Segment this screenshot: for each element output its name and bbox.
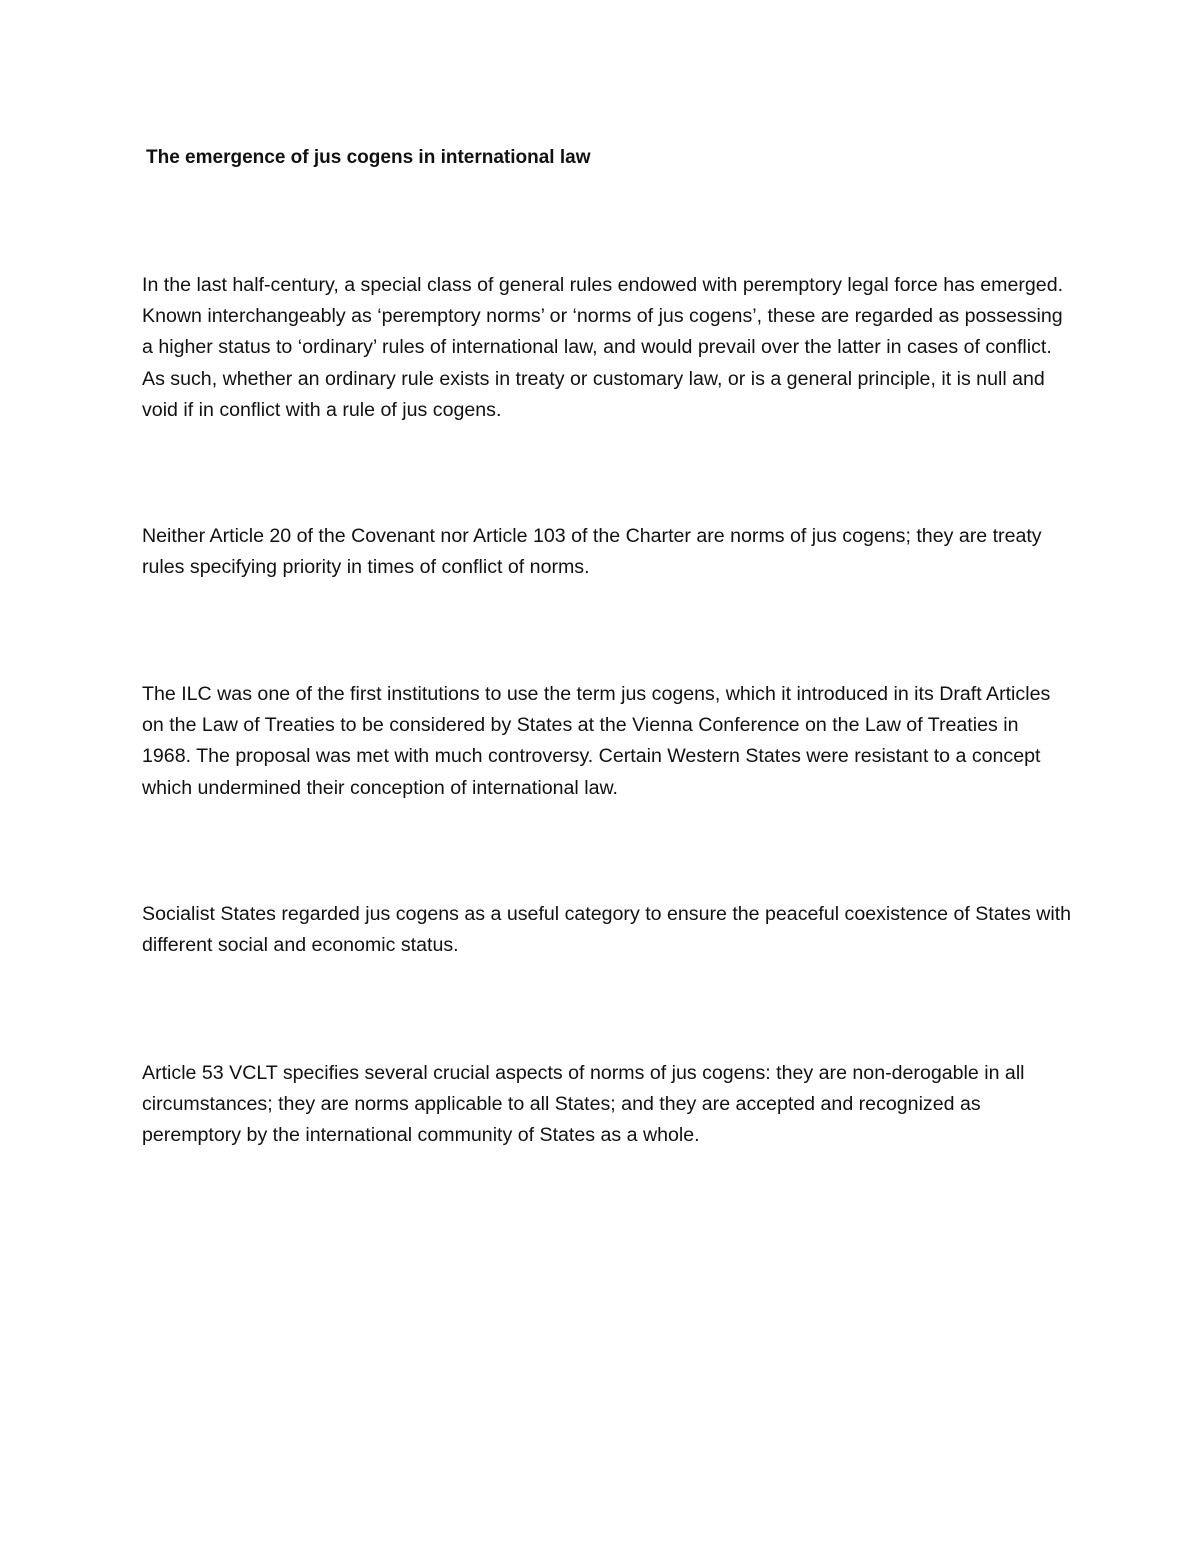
paragraph-covenant-charter: Neither Article 20 of the Covenant nor Article 103 of the Charter are norms of jus cogens; they are treaty rules specifying priority in times of conflict of norms. [142, 525, 1042, 579]
paragraph-article-53-vclt: Article 53 VCLT specifies several crucial aspects of norms of jus cogens: they are non-derogable in all circumstances; they are norms applicable to all States; and they are accepted and recognized as peremptory by the international community of States as a whole. [142, 1062, 1025, 1147]
paragraph-peremptory-norms: In the last half-century, a special class of general rules endowed with peremptory legal force has emerged. Known interchangeably as ‘peremptory norms’ or ‘norms of jus cogens’, these are regarded as possessing a higher status to ‘ordinary’ rules of international law, and would prevail over the latter in cases of conflict. As such, whether an ordinary rule exists in treaty or customary law, or is a general principle, it is null and void if in conflict with a rule of jus cogens. [142, 274, 1064, 421]
document-title: The emergence of jus cogens in international law [146, 147, 591, 168]
paragraph-socialist-states: Socialist States regarded jus cogens as a useful category to ensure the peaceful coexistence of States with different social and economic status. [142, 903, 1072, 957]
paragraph-ilc-draft-articles: The ILC was one of the first institutions to use the term jus cogens, which it introduced in its Draft Articles on the Law of Treaties to be considered by States at the Vienna Conference on the Law of Treaties in 1968. The proposal was met with much controversy. Certain Western States were resistant to a concept which undermined their conception of international law. [142, 683, 1051, 799]
